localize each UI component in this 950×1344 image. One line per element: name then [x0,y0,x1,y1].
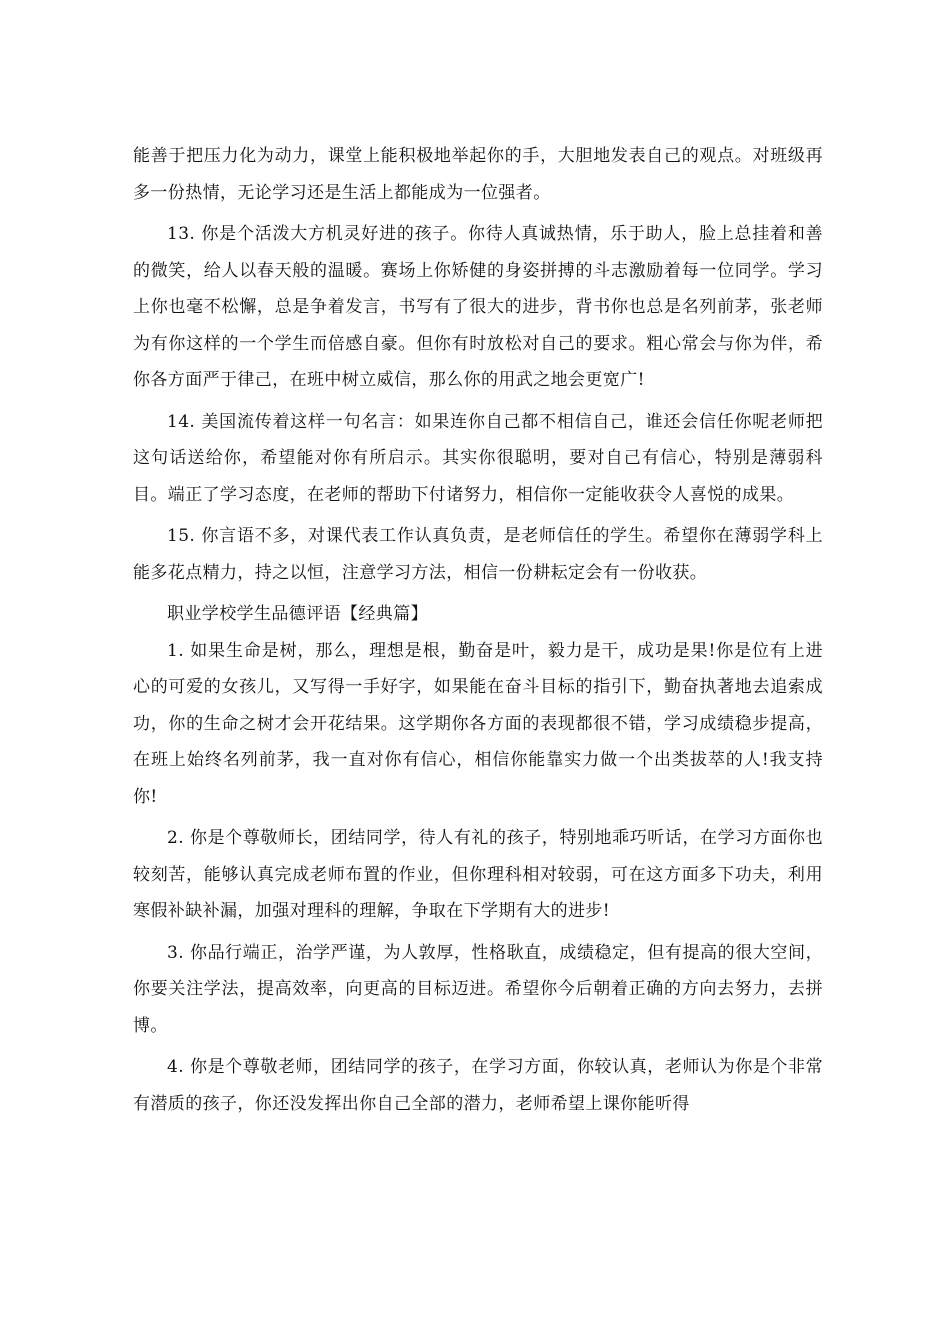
comment-1: 1. 如果生命是树，那么，理想是根，勤奋是叶，毅力是干，成功是果!你是位有上进心的可爱的女孩儿，又写得一手好字，如果能在奋斗目标的指引下，勤奋执著地去追索成功，你的生命之树才会开花结果。这学期你各方面的表现都很不错，学习成绩稳步提高，在班上始终名列前茅，我一直对你有信心，相信你能靠实力做一个出类拔萃的人!我支持你! [133,640,823,807]
comment-14: 14. 美国流传着这样一句名言：如果连你自己都不相信自己，谁还会信任你呢老师把这句话送给你，希望能对你有所启示。其实你很聪明，要对自己有信心，特别是薄弱科目。端正了学习态度，在老师的帮助下付诸努力，相信你一定能收获令人喜悦的成果。 [133,411,823,505]
comment-4: 4. 你是个尊敬老师，团结同学的孩子，在学习方面，你较认真，老师认为你是个非常有潜质的孩子，你还没发挥出你自己全部的潜力，老师希望上课你能听得 [133,1057,823,1114]
comment-15: 15. 你言语不多，对课代表工作认真负责，是老师信任的学生。希望你在薄弱学科上能多花点精力，持之以恒，注意学习方法，相信一份耕耘定会有一份收获。 [133,526,823,583]
comment-2: 2. 你是个尊敬师长，团结同学，待人有礼的孩子，特别地乖巧听话，在学习方面你也较刻苦，能够认真完成老师布置的作业，但你理科相对较弱，可在这方面多下功夫，利用寒假补缺补漏，加强对理科的理解，争取在下学期有大的进步! [133,828,823,921]
comment-3: 3. 你品行端正，治学严谨，为人敦厚，性格耿直，成绩稳定，但有提高的很大空间，你要关注学法，提高效率，向更高的目标迈进。希望你今后朝着正确的方向去努力，去拼博。 [133,942,823,1036]
document-body [133,138,823,1127]
section-heading: 职业学校学生品德评语【经典篇】 [167,604,428,624]
comment-13: 13. 你是个活泼大方机灵好进的孩子。你待人真诚热情，乐于助人，脸上总挂着和善的微笑，给人以春天般的温暖。赛场上你矫健的身姿拼搏的斗志激励着每一位同学。学习上你也毫不松懈，总是争着发言，书写有了很大的进步，背书你也总是名列前茅，张老师为有你这样的一个学生而倍感自豪。但你有时放松对自己的要求。粗心常会与你为伴，希你各方面严于律己，在班中树立威信，那么你的用武之地会更宽广! [133,224,823,390]
paragraph-continued: 能善于把压力化为动力，课堂上能积极地举起你的手，大胆地发表自己的观点。对班级再多一份热情，无论学习还是生活上都能成为一位强者。 [133,146,823,203]
